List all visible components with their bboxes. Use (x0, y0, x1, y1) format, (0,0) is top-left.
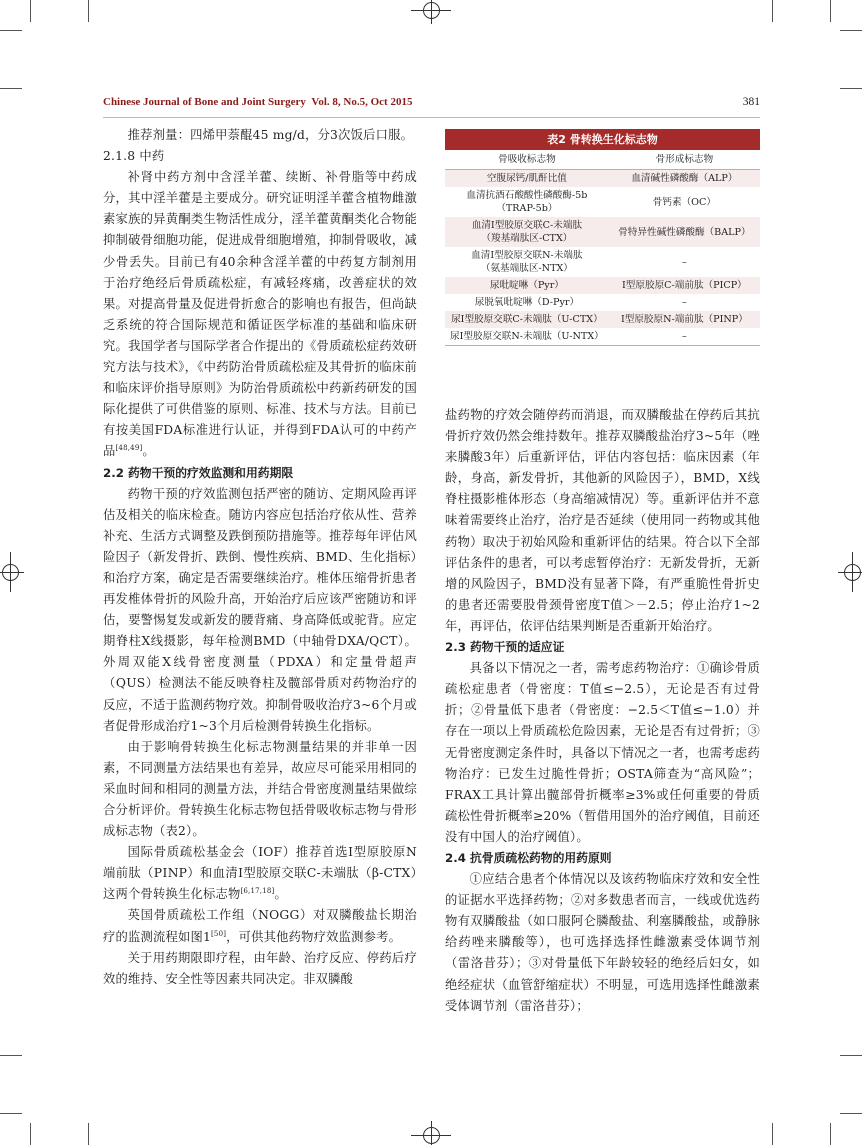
registration-mark-top (411, 0, 451, 24)
crop-mark-top-right-h2 (840, 88, 862, 89)
section-heading (103, 463, 417, 484)
crop-mark-bottom-right-v (772, 1123, 773, 1145)
paragraph (103, 167, 417, 462)
crop-mark-bottom-right-h2 (840, 1055, 862, 1056)
table-cell-formation: – (682, 256, 687, 268)
crop-mark-bottom-right-h (840, 1113, 862, 1114)
paragraph (103, 125, 417, 146)
table-header-formation: 骨形成标志物 (609, 150, 760, 170)
citation-ref: [48,49] (115, 444, 143, 453)
paragraph-tail: 。 (274, 887, 287, 902)
right-column (445, 405, 760, 1017)
paragraph-text: 2.3 药物干预的适应证 (445, 640, 565, 655)
table-row (445, 311, 760, 328)
table-cell-formation: 骨特异性碱性磷酸酶（BALP） (609, 217, 760, 247)
paragraph-text: 2.1.8 中药 (103, 149, 165, 164)
table-cell-resorption: 空腹尿钙/肌酐比值 (445, 170, 609, 188)
running-header (103, 96, 760, 112)
citation-ref: [50] (211, 929, 227, 938)
journal-name: Chinese Journal of Bone and Joint Surgery (103, 96, 306, 108)
paragraph-text: 英国骨质疏松工作组（NOGG）对双膦酸盐长期治疗的监测流程如图1 (103, 908, 417, 944)
crop-mark-top-left-h2 (0, 88, 22, 89)
paragraph-text: 盐药物的疗效会随停药而消退，而双膦酸盐在停药后其抗骨折疗效仍然会维持数年。推荐双膦酸盐治疗3~5年（唑来膦酸3年）后重新评估，评估内容包括：临床因素（年龄，身高，新发骨折，其他新的风险因子），BMD，X线脊柱摄影椎体形态（身高缩减情况）等。重新评估并不意味着需要终止治疗，治疗是否延续（使用同一药物或其他药物）取决于初始风险和重新评估的结果。符合以下全部评估条件的患者，可以考虑暂停治疗：无新发骨折，无新增的风险因子，BMD没有显著下降，有严重脆性骨折史的患者还需要股骨颈骨密度T值＞－2.5；停止治疗1~2年，再评估，依评估结果判断是否重新开始治疗。 (445, 408, 760, 633)
table-cell-resorption: 血清Ⅰ型胶原交联C-未端肽 （羧基端肽区-CTX） (445, 217, 609, 247)
paragraph-text: 由于影响骨转换生化标志物测量结果的并非单一因素，不同测量方法结果也有差异，故应尽可能采用相同的采血时间和相同的测量方法，并结合骨密度测量结果做综合分析评价。骨转换生化标志物包括骨吸收标志物与骨形成标志物（表2）。 (103, 739, 417, 839)
crop-mark-bottom-left-v2 (88, 1123, 89, 1145)
crop-mark-top-right-h (840, 30, 862, 31)
table-cell-formation: – (682, 331, 687, 342)
table-row (445, 170, 760, 188)
crop-mark-bottom-right-v2 (830, 1123, 831, 1145)
table-row (445, 217, 760, 247)
table-row (445, 328, 760, 345)
crop-mark-bottom-left-h (0, 1113, 22, 1114)
paragraph-tail: ，可供其他药物疗效监测参考。 (226, 929, 402, 944)
table-cell-formation: Ⅰ型原胶原C-端前肽（PⅠCP） (609, 277, 760, 294)
crop-mark-bottom-left-v (30, 1123, 31, 1145)
paragraph (103, 484, 417, 737)
paragraph-text: 推荐剂量：四烯甲萘醌45 mg/d，分3次饭后口服。 (127, 128, 414, 142)
registration-mark-left (0, 552, 24, 592)
paragraph (103, 737, 417, 842)
table-row (445, 187, 760, 217)
table-bone-turnover-markers (445, 129, 760, 346)
paragraph-text: 国际骨质疏松基金会（IOF）推荐首选Ⅰ型原胶原N端前肽（PⅠNP）和血清Ⅰ型胶原交联C-未端肽（β-CTX）这两个骨转换生化标志物 (103, 845, 417, 902)
table-cell-resorption: 尿Ⅰ型胶原交联N-未端肽（U-NTX） (450, 331, 604, 342)
left-column (103, 125, 417, 990)
table-body (445, 150, 760, 345)
table-row (445, 247, 760, 277)
paragraph (103, 948, 417, 990)
paragraph (445, 405, 760, 637)
paragraph-text: 补肾中药方剂中含淫羊藿、续断、补骨脂等中药成分，其中淫羊藿是主要成分。研究证明淫羊藿含植物雌激素家族的异黄酮类生物活性成分，淫羊藿黄酮类化合物能抑制破骨细胞功能，促进成骨细胞增殖，抑制骨吸收，减少骨丢失。目前已有40余种含淫羊藿的中药复方制剂用于治疗绝经后骨质疏松症，有减轻疼痛，改善症状的效果。对提高骨量及促进骨折愈合的影响也有报告，但尚缺乏系统的符合国际规范和循证医学标准的基础和临床研究。我国学者与国际学者合作提出的《骨质疏松症药效研究方法与技术》，《中药防治骨质疏松症及其骨折的临床前和临床评价指导原则》为防治骨质疏松中药新药研发的国际化提供了可供借鉴的原则、标准、技术与方法。目前已有按美国FDA标准进行认证，并得到FDA认可的中药产品 (103, 170, 417, 459)
paragraph (103, 905, 417, 947)
crop-mark-top-left-v (30, 0, 31, 22)
table-cell-resorption: 血清抗酒石酸酸性磷酸酶-5b （TRAP-5b） (466, 190, 588, 214)
crop-mark-top-right-v2 (830, 0, 831, 22)
paragraph-text: 药物干预的疗效监测包括严密的随访、定期风险再评估及相关的临床检查。随访内容应包括治疗依从性、营养补充、生活方式调整及跌倒预防措施等。推荐每年评估风险因子（新发骨折、跌倒、慢性疾病、BMD、生化指标）和治疗方案，确定是否需要继续治疗。椎体压缩骨折患者再发椎体骨折的风险升高，开始治疗后应该严密随访和评估，要警惕复发或新发的腰背痛、身高降低或驼背。应定期脊柱X线摄影，每年检测BMD（中轴骨DXA/QCT）。外周双能X线骨密度测量（PDXA）和定量骨超声（QUS）检测法不能反映脊柱及髋部骨质对药物治疗的反应，不适于监测药物疗效。抑制骨吸收治疗3~6个月或者促骨形成治疗1~3个月后检测骨转换生化指标。 (103, 486, 417, 733)
page-number: 381 (742, 96, 760, 108)
paragraph-text: 关于用药期限即疗程，由年龄、治疗反应、停药后疗效的维持、安全性等因素共同决定。非双膦酸 (103, 950, 417, 986)
table-row (445, 294, 760, 311)
table-cell-resorption: 尿脱氧吡啶啉（D-Pyr） (474, 297, 580, 308)
paragraph (103, 842, 417, 905)
table-header-resorption: 骨吸收标志物 (445, 150, 609, 170)
table-cell-resorption: 尿Ⅰ型胶原交联C-未端肽（U-CTX） (445, 311, 609, 328)
paragraph (445, 658, 760, 848)
table-cell-formation: Ⅰ型原胶原N-端前肽（PⅠNP） (609, 311, 760, 328)
header-rule (103, 117, 760, 118)
table-row (445, 277, 760, 294)
table-cell-resorption: 血清Ⅰ型胶原交联N-未端肽 （氨基端肽区-NTX） (471, 250, 583, 274)
paragraph-text: 2.4 抗骨质疏松药物的用药原则 (445, 850, 612, 865)
table-caption: 表2 骨转换生化标志物 (445, 129, 760, 150)
paragraph-text: 具备以下情况之一者，需考虑药物治疗：①确诊骨质疏松症患者（骨密度：T值≤−2.5），无论是否有过骨折；②骨量低下患者（骨密度：−2.5＜T值≤−1.0）并存在一项以上骨质疏松危险因素，无论是否有过骨折；③无骨密度测定条件时，具备以下情况之一者，也需考虑药物治疗：已发生过脆性骨折；OSTA筛查为“高风险”；FRAX工具计算出髋部骨折概率≥3%或任何重要的骨质疏松性骨折概率≥20%（暂借用国外的治疗阈值，目前还没有中国人的治疗阈值）。 (445, 661, 760, 844)
crop-mark-top-left-v2 (88, 0, 89, 22)
registration-mark-right (838, 552, 862, 592)
citation-ref: [6,17,18] (240, 887, 275, 896)
paragraph-tail: 。 (142, 444, 155, 459)
section-heading (445, 637, 760, 658)
table-cell-formation: 血清碱性磷酸酶（ALP） (609, 170, 760, 188)
paragraph (103, 146, 417, 167)
paragraph-text: ①应结合患者个体情况以及该药物临床疗效和安全性的证据水平选择药物；②对多数患者而言，一线或优选药物有双膦酸盐（如口服阿仑膦酸盐、利塞膦酸盐，或静脉给药唑来膦酸等），也可选择选择性雌激素受体调节剂（雷洛昔芬）；③对骨量低下年龄较轻的绝经后妇女，如绝经症状（血管舒缩症状）不明显，可选用选择性雌激素受体调节剂（雷洛昔芬）； (445, 872, 760, 1013)
paragraph-text: 2.2 药物干预的疗效监测和用药期限 (103, 465, 294, 480)
table-cell-resorption: 尿吡啶啉（Pyr） (445, 277, 609, 294)
crop-mark-top-right-v (772, 0, 773, 22)
paragraph (445, 869, 760, 1017)
crop-mark-top-left-h (0, 30, 22, 31)
section-heading (445, 848, 760, 869)
table-cell-formation: – (682, 297, 687, 308)
journal-volume: Vol. 8, No.5, Oct 2015 (311, 96, 413, 108)
table-end-rule (445, 345, 760, 346)
table-cell-formation: 骨钙素（OC） (652, 196, 716, 208)
registration-mark-bottom (411, 1121, 451, 1145)
crop-mark-bottom-left-h2 (0, 1055, 22, 1056)
